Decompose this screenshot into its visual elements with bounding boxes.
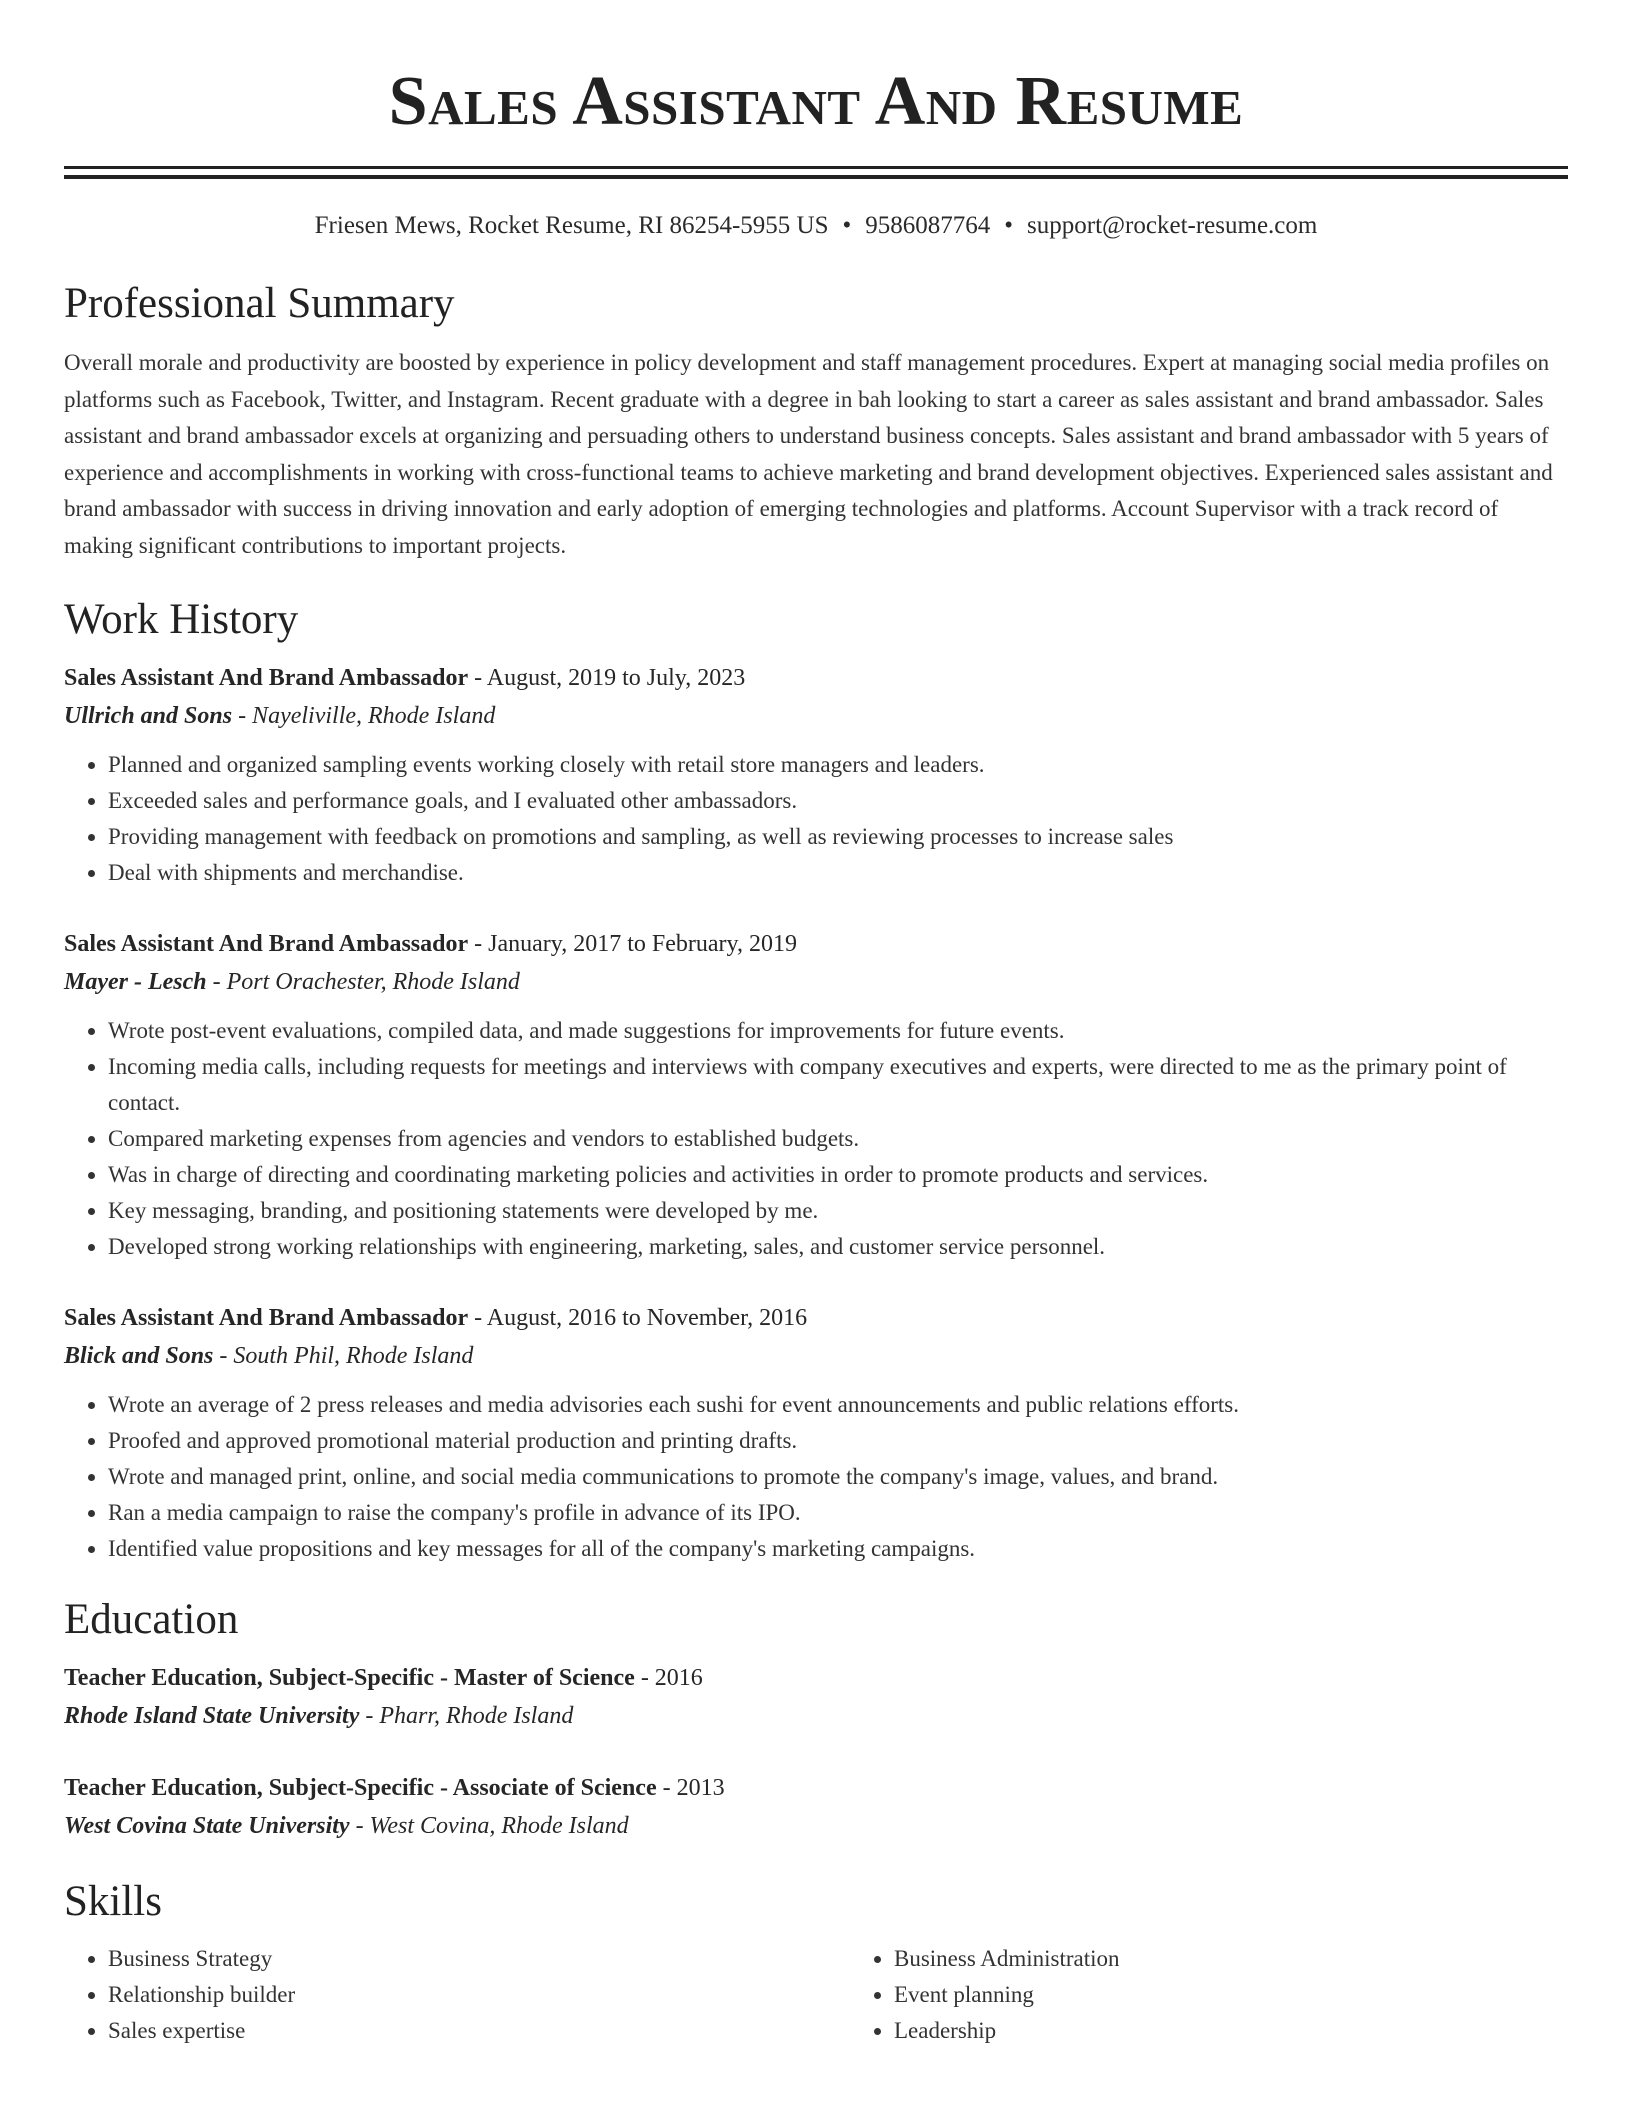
- degree-line: [64, 1769, 1568, 1807]
- job-company-line: [64, 697, 1568, 735]
- degree-year: - 2016: [634, 1664, 703, 1691]
- skills-column-left: [64, 1941, 850, 2049]
- job-title-line: [64, 925, 1568, 963]
- list-item: • Key messaging, branding, and positioning statements were developed by me.: [108, 1193, 1568, 1229]
- degree: Teacher Education, Subject-Specific - Associate of Science: [64, 1774, 657, 1801]
- skills-column-right: [850, 1941, 1568, 2049]
- summary-text: Overall morale and productivity are boosted by experience in policy development and staff management procedures. Expert at managing social media profiles on platforms such as Facebook, Twitter, and Instagram. Recent graduate with a degree in bah looking to start a career as sales assistant and brand ambassador. Sales assistant and brand ambassador excels at organizing and persuading others to understand business concepts. Sales assistant and brand ambassador with 5 years of experience and accomplishments in working with cross-functional teams to achieve marketing and brand development objectives. Experienced sales assistant and brand ambassador with success in driving innovation and early adoption of emerging technologies and platforms. Account Supervisor with a track record of making significant contributions to important projects.: [64, 350, 1553, 558]
- contact-separator: •: [842, 212, 852, 239]
- contact-separator: •: [1004, 212, 1014, 239]
- contact-email: support@rocket-resume.com: [1027, 212, 1318, 239]
- school-location: - West Covina, Rhode Island: [349, 1812, 629, 1839]
- degree: Teacher Education, Subject-Specific - Master of Science: [64, 1664, 635, 1691]
- skills-heading: Skills: [64, 1877, 162, 1925]
- skill-item: • Event planning: [894, 1977, 1568, 2013]
- job-location: - Nayeliville, Rhode Island: [232, 702, 496, 729]
- contact-line: [64, 209, 1568, 243]
- list-item: • Proofed and approved promotional material production and printing drafts.: [108, 1423, 1568, 1459]
- education-section: [64, 1593, 1568, 1845]
- school-location: - Pharr, Rhode Island: [359, 1702, 574, 1729]
- list-item: • Planned and organized sampling events working closely with retail store managers and leaders.: [108, 747, 1568, 783]
- job-company: Blick and Sons: [64, 1342, 214, 1369]
- job-title: Sales Assistant And Brand Ambassador: [64, 1304, 469, 1331]
- job-bullets: [64, 747, 1568, 891]
- list-item: • Ran a media campaign to raise the company's profile in advance of its IPO.: [108, 1495, 1568, 1531]
- job-title: Sales Assistant And Brand Ambassador: [64, 664, 469, 691]
- job-company: Mayer - Lesch: [64, 968, 207, 995]
- education-heading: Education: [64, 1595, 239, 1643]
- job-title-line: [64, 1299, 1568, 1337]
- school: West Covina State University: [64, 1812, 350, 1839]
- job-dates: - January, 2017 to February, 2019: [468, 930, 797, 957]
- school: Rhode Island State University: [64, 1702, 360, 1729]
- education-entry: [64, 1769, 1568, 1845]
- school-line: [64, 1697, 1568, 1735]
- job-title: Sales Assistant And Brand Ambassador: [64, 930, 469, 957]
- list-item: • Wrote and managed print, online, and social media communications to promote the company's image, values, and brand.: [108, 1459, 1568, 1495]
- summary-section: [64, 277, 1568, 565]
- degree-line: [64, 1659, 1568, 1697]
- contact-address: Friesen Mews, Rocket Resume, RI 86254-5955 US: [314, 212, 829, 239]
- list-item: • Deal with shipments and merchandise.: [108, 855, 1568, 891]
- job-entry: [64, 659, 1568, 891]
- job-location: - South Phil, Rhode Island: [213, 1342, 474, 1369]
- skill-item: • Relationship builder: [108, 1977, 850, 2013]
- job-company-line: [64, 963, 1568, 1001]
- job-bullets: [64, 1387, 1568, 1567]
- job-dates: - August, 2019 to July, 2023: [468, 664, 746, 691]
- job-location: - Port Orachester, Rhode Island: [206, 968, 520, 995]
- job-title-line: [64, 659, 1568, 697]
- skill-item: • Leadership: [894, 2013, 1568, 2049]
- job-bullets: [64, 1013, 1568, 1265]
- list-item: • Providing management with feedback on promotions and sampling, as well as reviewing processes to increase sales: [108, 819, 1568, 855]
- skill-item: • Sales expertise: [108, 2013, 850, 2049]
- work-history-section: [64, 593, 1568, 1567]
- skill-item: • Business Strategy: [108, 1941, 850, 1977]
- job-entry: [64, 1299, 1568, 1567]
- skill-item: • Business Administration: [894, 1941, 1568, 1977]
- skills-section: [64, 1875, 1568, 2049]
- list-item: • Was in charge of directing and coordinating marketing policies and activities in order to promote products and services.: [108, 1157, 1568, 1193]
- list-item: • Exceeded sales and performance goals, and I evaluated other ambassadors.: [108, 783, 1568, 819]
- summary-heading: Professional Summary: [64, 280, 455, 327]
- education-entry: [64, 1659, 1568, 1735]
- job-company: Ullrich and Sons: [64, 702, 233, 729]
- list-item: • Compared marketing expenses from agencies and vendors to established budgets.: [108, 1121, 1568, 1157]
- school-line: [64, 1807, 1568, 1845]
- title-divider-bottom: [64, 175, 1568, 179]
- list-item: • Wrote an average of 2 press releases and media advisories each sushi for event announcements and public relations efforts.: [108, 1387, 1568, 1423]
- job-dates: - August, 2016 to November, 2016: [468, 1304, 808, 1331]
- title-divider-top: [64, 166, 1568, 169]
- list-item: • Developed strong working relationships with engineering, marketing, sales, and customer service personnel.: [108, 1229, 1568, 1265]
- contact-phone: 9586087764: [865, 212, 991, 239]
- work-history-heading: Work History: [64, 595, 299, 643]
- list-item: • Wrote post-event evaluations, compiled data, and made suggestions for improvements for future events.: [108, 1013, 1568, 1049]
- resume-title: Sales Assistant And Resume: [388, 63, 1244, 140]
- skills-grid: [64, 1941, 1568, 2049]
- job-entry: [64, 925, 1568, 1265]
- degree-year: - 2013: [656, 1774, 725, 1801]
- job-company-line: [64, 1337, 1568, 1375]
- list-item: • Identified value propositions and key messages for all of the company's marketing campaigns.: [108, 1531, 1568, 1567]
- list-item: • Incoming media calls, including requests for meetings and interviews with company executives and experts, were directed to me as the primary point of contact.: [108, 1049, 1568, 1121]
